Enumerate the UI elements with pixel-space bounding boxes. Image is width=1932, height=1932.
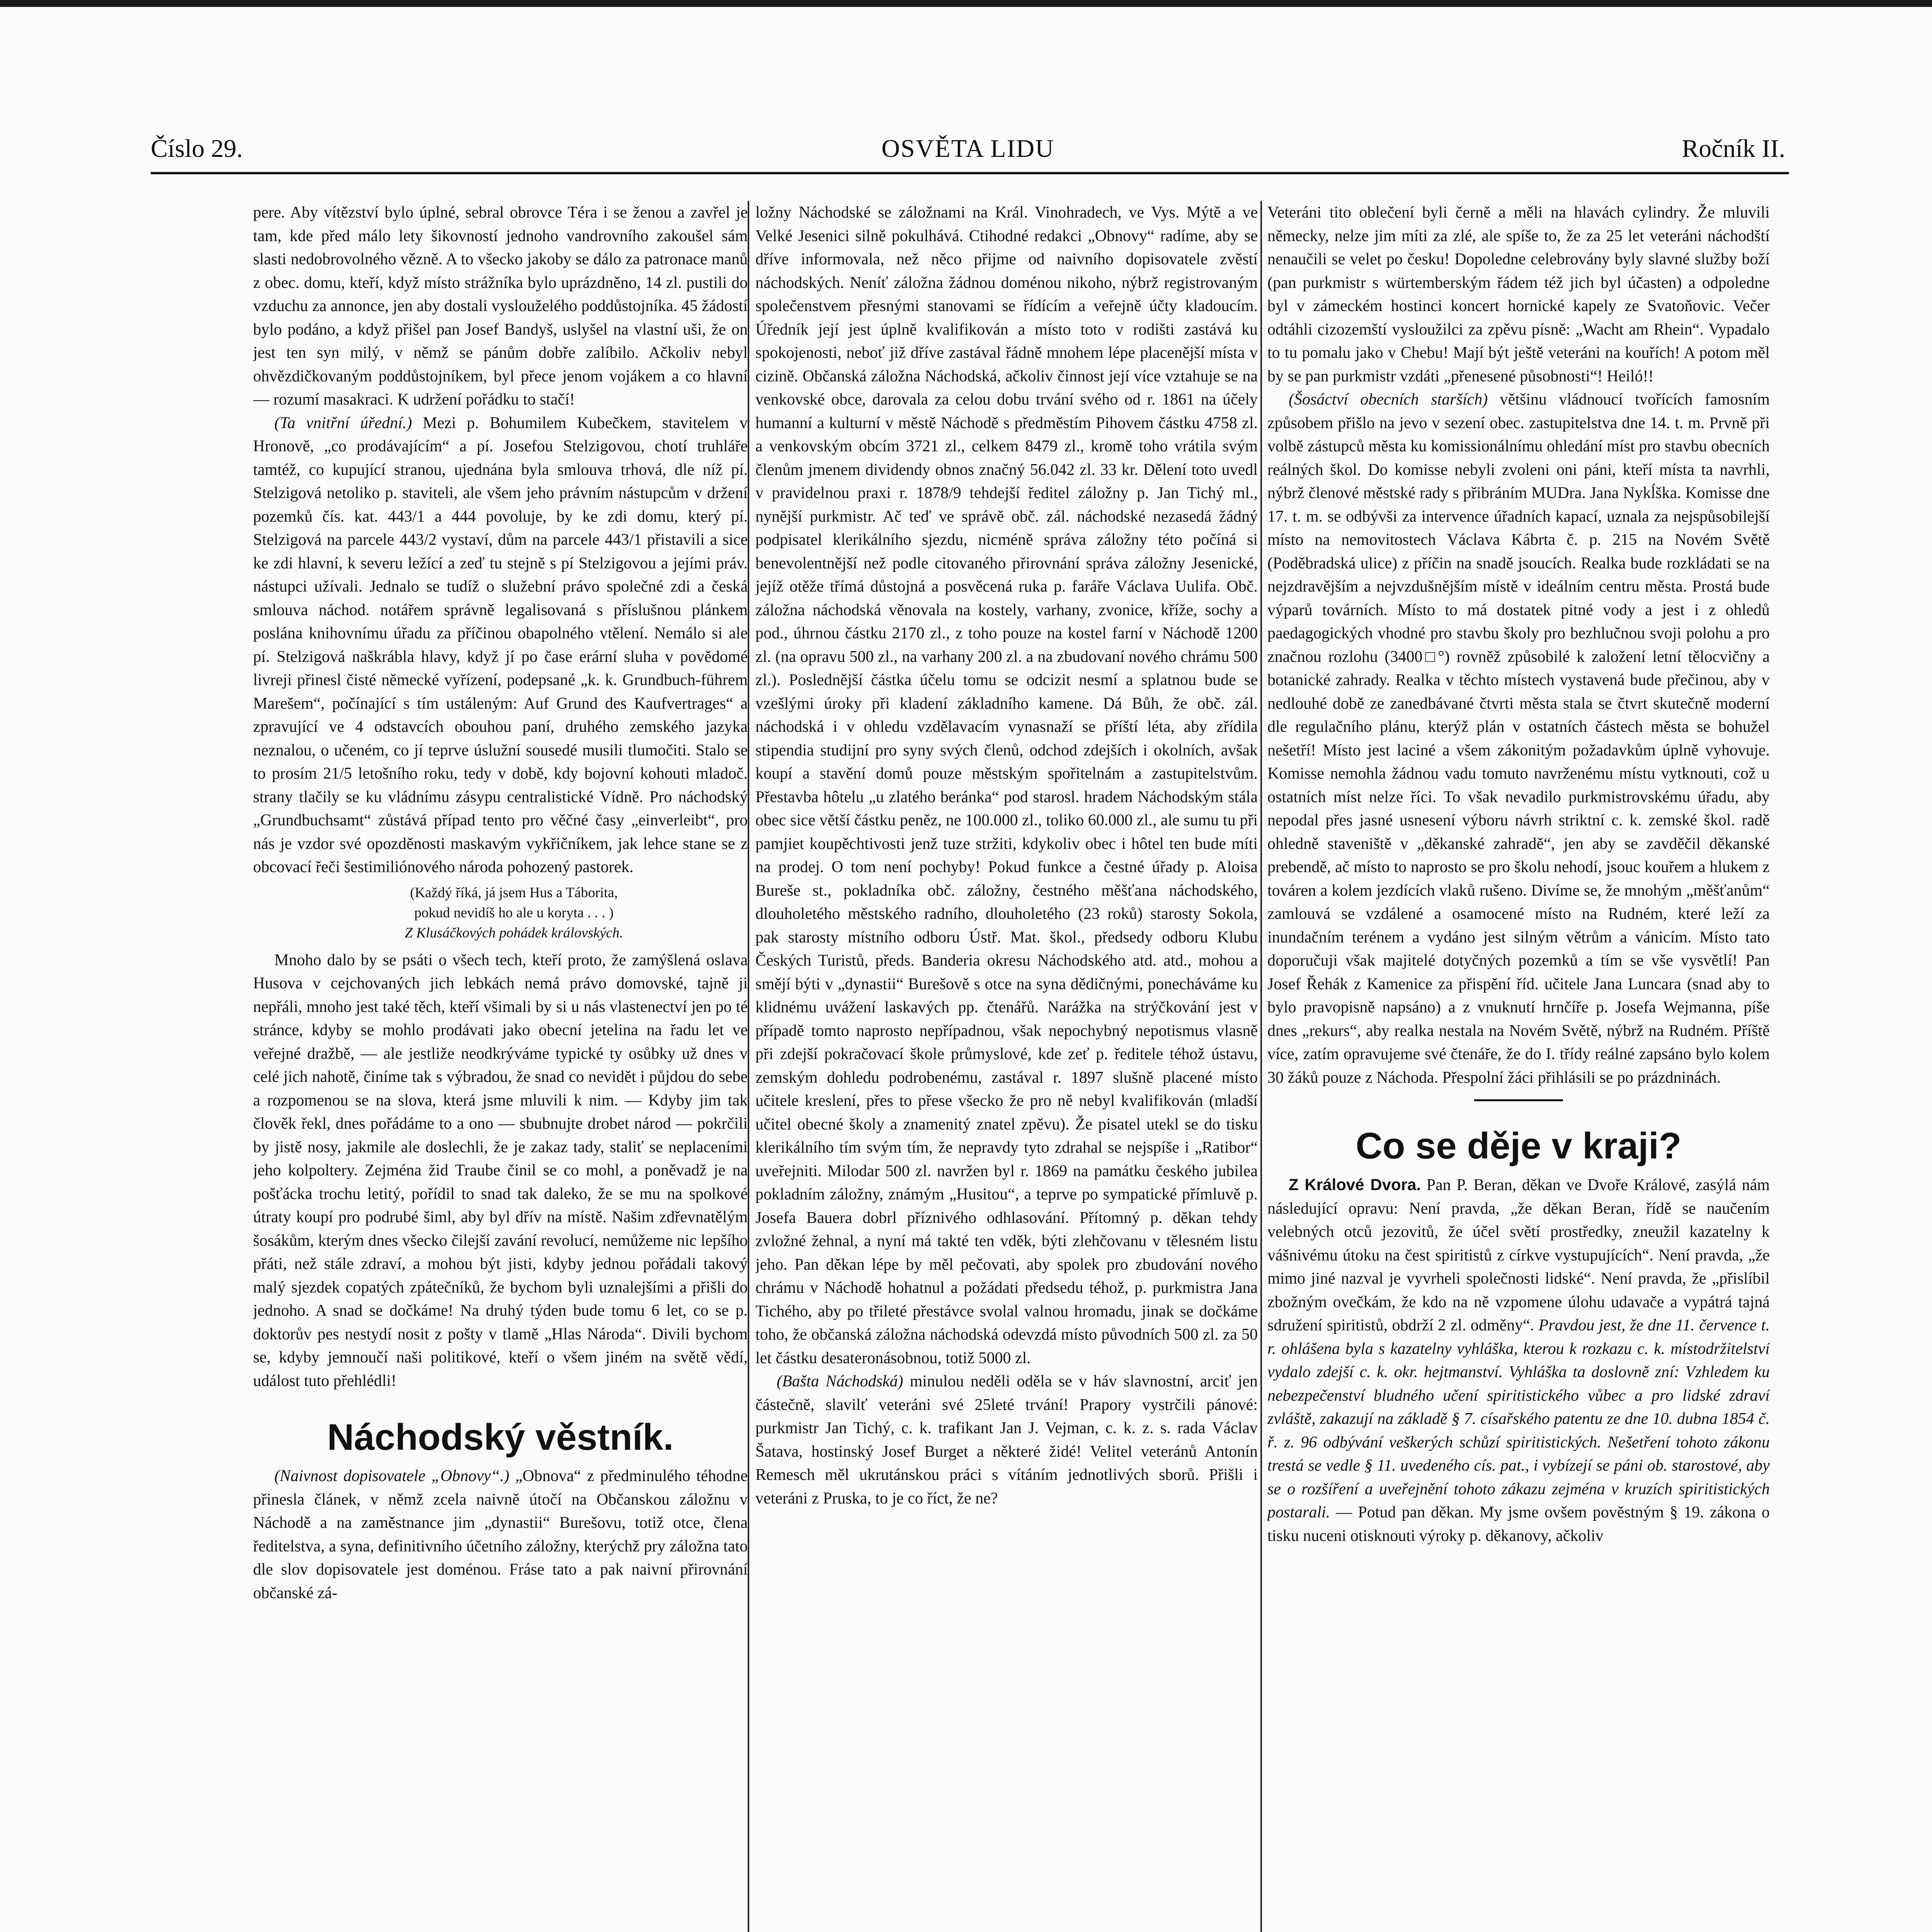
paragraph-label: (Bašta Náchodská) (777, 1372, 903, 1390)
volume-number: Ročník II. (1682, 134, 1785, 163)
paragraph (253, 1464, 748, 1605)
paragraph-label: (Šosáctví obecních starších) (1289, 391, 1488, 408)
paragraph: Veteráni tito oblečení byli černě a měli na hlavách cylindry. Že mluvili německy, nelze jim míti za zlé, ale spíše to, že za 25 let veteráni náchodští nenaučili se velet po česku! Dopoledne celebrovány byly slavné služby boží (pan purkmistr s würtemberským řádem též jich byl účasten) a odpoledne byl v zámeckém hostinci koncert hornické kapely ze Svatoňovic. Večer odtáhli cizozemští vysloužilci za zpěvu písně: „Wacht am Rhein“. Vypadalo to tu pomalu jako v Chebu! Mají být ještě veteráni na kouřích! A potom měl by se pan purkmistr vzdáti „přenesené působnosti“! Heiló!! (1267, 204, 1770, 385)
masthead-title: OSVĚTA LIDU (881, 134, 1054, 163)
paragraph-text: minulou neděli oděla se v háv slavnostní, arciť jen částečně, slavilť veteráni své 25leté trvání! Prapory vystrčili pánové: purkmistr Jan Tichý, c. k. trafikant Jan J. Vejman, c. k. z. s. rada Václav Šatava, hostinský Josef Burget a některé židé! Velitel veteránů Antonín Remesch měl ukrutánskou práci s vítáním jednotlivých sborů. Přišli i veteráni z Pruska, to je co říct, že ne? (755, 1372, 1258, 1507)
paragraph-quote: Pravdou jest, že dne 11. července t. r. ohlášena byla s kazatelny vyhláška, kterou k rozkazu c. k. místodržitelství vydalo zdejší c. k. okr. hejtmanství. Vyhláška ta doslovně zní: Vzhledem ku nebezpečenství bludného učení spiritistického vůbec a pro lidské zdraví zvláště, zakazují na základě § 7. císařského patentu ze dne 10. dubna 1854 č. ř. z. 96 odbývání veškerých schůzí spiritistických. Nešetření tohoto zákonu trestá se vedle § 11. uvedeného cís. pat., i vybízejí se páni ob. starostové, aby se o rozšíření a uveřejnění tohoto zákazu zejména v kruzích spiritistických postarali. (1267, 1316, 1770, 1521)
column-3 (1267, 201, 1770, 1932)
header-rule (151, 172, 1789, 174)
paragraph-text: Mezi p. Bohumilem Kubečkem, stavitelem v Hronově, „co prodávajícím“ a pí. Josefou Stelzigovou, chotí truhláře tamtéž, co kupující stranou, ujednána byla smlouva trhová, dle níž pí. Stelzigová netoliko p. staviteli, ale všem jeho právním nástupcům v držení pozemků čís. kat. 443/1 a 444 povoluje, by ke zdi domu, který pí. Stelzigová na parcele 443/2 vystaví, dům na parcele 443/1 přistavili a sice ke zdi hlavní, k severu ležící a zeď tu stejně s pí Stelzigovou a jejími práv. nástupci užívali. Jednalo se tudíž o služební právo společné zdi a česká smlouva náchod. notářem správně legalisovaná s příslušnou plánkem poslána knihovnímu úřadu za příčinou obapolného vtělení. Nemálo si ale pí. Stelzigová naškrábla hlavy, když jí po čase erární sluha v povědomé livreji přinesl čisté německé vyřízení, podepsané „k. k. Grundbuch-führem Marešem“, počínající s tím ustáleným: Auf Grund des Kaufvertrages“ a zpravující ve 4 odstavcích obouhou paní, druhého zemského jazyka neznalou, o učeném, co jí teprve úslužní sousedé musili tlumočiti. Stalo se to prosím 21/5 letošního roku, tedy v době, kdy bojovní kohouti mladoč. strany tlačily se ku vládnímu zásypu centralistické Vídně. Pro náchodský „Grundbuchsamt“ zůstává případ tento pro věčné časy „einverleibt“, pro nás je vzdor své opozděnosti maskavým vykřičníkem, jak lehce stane se z obcovací řeči šestimiliónového národa pohozený pastorek. (253, 414, 748, 876)
column-1 (253, 201, 748, 1932)
paragraph: ložny Náchodské se záložnami na Král. Vinohradech, ve Vys. Mýtě a ve Velké Jesenici silně pokulhává. Ctihodné redakci „Obnovy“ radíme, aby se dříve informovala, než něco přijme od naivního dopisovatele zvěstí náchodských. Neníť záložna žádnou doménou nikoho, nýbrž registrovaným společenstvem přesnými stanovami se řídícím a veřejně účty kladoucím. Úředník její jest úplně kvalifikován a místo toto v rodišti zastává ku spokojenosti, neboť již dříve zastával řádně mnohem lépe placenější místa v cizině. Občanská záložna Náchodská, ačkoliv činnost její více vztahuje se na venkovské obce, darovala za celou dobu trvání svého od r. 1861 na účely humanní a kulturní v městě Náchodě s předměstím Pihovem částku 4758 zl. a venkovským obcím 3721 zl., celkem 8479 zl., kromě toho vrátila svým členům jmenem dividendy obnos značný 56.042 zl. 33 kr. Dělení toto uvedl v pravidelnou praxi r. 1878/9 tehdejší ředitel záložny p. Jan Tichý ml., nynější purkmistr. Ač teď ve správě obč. zál. náchodské nezasedá žádný podpisatel klerikálního sjezdu, nicméně správa záložny této počíná si benevolentnější než podle citovaného přirovnání správa záložny Jesenické, jejíž otěže třímá důstojná a posvěcená ruka p. faráře Václava Uulifa. Obč. záložna náchodská věnovala na kostely, varhany, zvonice, kříže, sochy a pod., úhrnou částku 2170 zl., z toho pouze na kostel farní v Náchodě 1200 zl. (na opravu 500 zl., na varhany 200 zl. a na zbudovaní nového chrámu 500 zl.). Poslednější částka účelu tomu se odcizit nesmí a splatnou bude se vzešlými úroky při kladení základního kamene. Dá Bůh, že obč. zál. náchodská i v ohledu vzdělavacím vynasnaží se příští léta, aby zřídila stipendia studijní pro syny svých členů, odchod zdejších i okolních, avšak koupí a stavění domů pouze městským spořitelnám a zastupitelstvům. Přestavba hôtelu „u zlatého beránka“ pod starosl. hradem Náchodským stála obec sice větší částku peněz, ne 100.000 zl., toliko 60.000 zl., ale sumu tu při pamjiet koupěchtivosti jenž tuze stržiti, kdykoliv obec i hôtel ten bude míti na prodej. O tom není pochyby! Pokud funkce a čestné úřady p. Aloisa Bureše st., pokladníka obč. záložny, čestného měšťana náchodského, dlouholetého městského radního, dlouholetého (23 roků) starosty Sokola, pak starosty místního odboru Ústř. Mat. škol., předsedy odboru Klubu Českých Turistů, předs. Banderia okresu Náchodského atd. atd., mohou a smějí býti v „dynastii“ Burešově s otce na syna dědičnými, ponecháváme ku klidnému uvážení laskavých pp. čtenářů. Narážka na strýčkování jest v případě tomto naprosto nepřípadnou, však nepochybný nepotismus vlasně při zdejší pokračovací škole průmyslové, kde zeť p. ředitele téhož ústavu, zemským dohledu podrobenému, zastával r. 1897 slušně placené místo učitele kreslení, přes to přese všecko že pro ně nebyl kvalifikován (mladší učitel obecné školy a znamenitý znatel zpěvu). Že pisatel utekl se do tisku klerikálního tím svým tím, že nepravdy tyto zdrahal se nejspíše i „Ratibor“ uveřejniti. Milodar 500 zl. navržen byl r. 1869 na památku českého jubilea pokladním záložny, známým „Husitou“, a teprve po sympatické přímluvě p. Josefa Bauera dobrl příznivého odhlasování. Přítomný p. děkan tehdy zvložné žehnal, a nyní má takté ten vděk, býti zlehčovanu v tělesném listu jeho. Pan děkan lépe by měl pečovati, aby spolek pro zbudování nového chrámu v Náchodě hohatnul a požádati předsedu téhož, p. purkmistra Jana Tichého, aby po třileté přestávce svolal valnou hromadu, jinak se dočkáme toho, že občanská záložna náchodská odevzdá místo původních 500 zl. za 50 let částku desateronásobnou, totiž 5000 zl. (755, 204, 1258, 1367)
column-2 (755, 201, 1258, 1932)
paragraph-label: (Ta vnitřní úřední.) (274, 414, 412, 432)
paragraph-label: (Naivnost dopisovatele „Obnovy“.) (274, 1467, 510, 1485)
motto-source: Z Klusáčkových pohádek královských. (405, 925, 623, 941)
scan-border-top (0, 0, 1932, 7)
paragraph-label: Z Králové Dvora. (1289, 1175, 1421, 1194)
section-divider (1474, 1099, 1563, 1101)
paragraph-text: „Obnova“ z předminulého téhodne přinesla článek, v němž zcela naivně útočí na Občanskou záložnu v Náchodě a na zaměstnance jim „dynastii“ Burešovu, totiž otce, člena ředitelstva, a syna, definitivního účetního záložny, kterýchž pry záložna tato dle slov dopisovatele jest doménou. Fráse tato a pak naivní přirovnání občanské zá- (253, 1467, 748, 1602)
motto-line: pokud nevidíš ho ale u koryta . . . ) (414, 905, 614, 921)
paragraph-text: většinu vládnoucí tvořících famosním způsobem přišlo na jevo v sezení obec. zastupitelstva dne 14. t. m. Prvně při volbě zástupců města ku komissionálnímu ohledání míst pro stavbu obecních reálných škol. Do komisse nebyli zvoleni oni páni, kteří místa ta navrhli, nýbrž členové městské rady s přibráním MUDra. Jana Nykĺška. Komisse dne 17. t. m. se odbývši za intervence úřadních kapací, uznala za nejspůsobilejší místo na nemovitostech Václava Kábrta č. p. 215 na Novém Světě (Poděbradská ulice) z příčin na snadě jsoucích. Realka bude rozkládati se na nejzdravějším a nejvzdušnějším místě v ideálním centru města. Prostá bude výparů továrních. Místo to má dostatek pitné vody a jest i z ohledů paedagogických vhodné pro stavbu školy pro bezhlučnou svoji polohu a pro značnou rozlohu (3400□°) rovněž způsobilé k založení letní tělocvičny a botanické zahrady. Realka v těchto místech vystavená bude přečinou, aby v nedlouhé době ze zanedbávané čtvrti města stala se čtvrt skutečně moderní dle regulačního plánu, kterýž plán v ostatních částech města se bohužel nešetří! Místo jest laciné a všem zákonitým požadavkům úplně vyhovuje. Komisse nemohla žádnou vadu tomuto navrženému místu vytknouti, což u ostatních míst nelze říci. To však nevadilo purkmistrovskému úřadu, aby nepodal přes jasné usnesení výboru návrh striktní c. k. zemské škol. radě ohledně staveniště v „děkanské zahradě“, jen aby se zavděčil děkanské prebendě, ač místo to naprosto se pro školu nehodí, jsouc kouřem a hlukem z továren a kolem jezdících vlaků rušeno. Divíme se, že mnohým „měšťanům“ zamlouvá se vzdálené a osamocené místo na Rudném, které leží za inundačním terénem a vydáno jest silným větrům a vánicím. Místo tato doporučuji však majitelé dotyčných pozemků a tím se vše vysvětlí! Pan Josef Řehák z Kamenice za přispění říd. učitele Jana Luncara (snad aby to bylo pravopisně napsáno) a z vnuknutí hrnčíře p. Josefa Wejmanna, píše dnes „rekurs“, aby realka nestala na Novém Světě, nýbrž na Rudném. Příště více, zatím opravujeme své čtenáře, že do I. třídy reálné zapsáno bylo kolem 30 žáků pouze z Náchoda. Přespolní žáci přihlásili se po prázdninách. (1267, 391, 1770, 1087)
paragraph-text: Pan P. Beran, děkan ve Dvoře Králové, zasýlá nám následující opravu: Není pravda, „že děkan Beran, řídě se naučením velebných otců jezovitů, že účel světí prostředky, zneužil kazatelny k vášnivému útoku na čest spiritistů z církve vystupujících“. Není pravda, „že mimo jiné nazval je vyvrheli společnosti lidské“. Není pravda, že „přislíbil zbožným ovečkám, že kdo na ně vzpomene úlohu udavače a vypátrá tajná sdružení spiritistů, obdrží 2 zl. odměny“. (1267, 1176, 1770, 1334)
section-heading: Náchodský věstník. (327, 1417, 674, 1458)
paragraph: Mnoho dalo by se psáti o všech tech, kteří proto, že zamýšlená oslava Husova v cejchovaných jich lebkách nemá právo domovské, tajně ji nepřáli, mnoho jest také těch, kteří všimali by si u nás vlastenectví jen po té stránce, kdyby se mohlo prodávati jako obecní jetelina na řadu let ve veřejné dražbě, — ale jestliže neodkrýváme typické ty osůbky už dnes v celé jich nahotě, činíme tak s výbradou, že snad co nevidět i půjdou do sebe a rozpomenou se na slova, která jsme mluvili k nim. — Kdyby jim tak člověk řekl, dnes pořádáme to a ono — sbubnujte drobet národ — pokrčili by jistě nosy, jakmile ale doslechli, že je zakaz tady, staliť se neplaceními jeho kolpoltery. Zejména žid Traube činil se co mohl, a poněvadž je na pošťácka trochu letitý, pořídil to snad tak daleko, že se mu na spolkové útraty koupí pro podrubé šiml, aby byl dřív na místě. Našim zdřevnatělým šosákům, kterým dnes všecko čilejší zavání revolucí, nemůžeme nic lepšího přáti, než stále zdraví, a mohou být jisti, kdyby jednou pořádali takový malý sjezdek copatých zpátečníků, že bychom byli uznalejšími a přišli do jednoho. A snad se dočkáme! Na druhý týden bude tomu 6 let, co se p. doktorův pes nestydí nosit z pošty v tlamě „Hlas Národa“. Divili bychom se, kdyby jemnoučí naši politikové, kteří o všem jiném na světě vědí, událost tuto přehlédli! (253, 951, 748, 1390)
running-head (151, 128, 1785, 170)
paragraph (1267, 1173, 1770, 1548)
paragraph (253, 412, 748, 879)
paragraph (755, 1370, 1258, 1510)
column-rule-2 (1260, 201, 1262, 1932)
paragraph: pere. Aby vítězství bylo úplné, sebral obrovce Téra i se ženou a zavřel je tam, kde před málo lety šikovností jednoho vandrovního zakoušel sám slasti nedobrovolného vězně. A to všecko jakoby se dálo za patronace manů z obec. domu, kteří, když místo strážníka bylo uprázdněno, 14 zl. pustili do vzduchu za annonce, jen aby dostali vyslouželého poddůstojníka. 45 žádostí bylo podáno, a když přišel pan Josef Bandyš, uslyšel na vlastní uši, že on jest ten syn milý, v němž se pánům dobře zalíbilo. Ačkoliv nebyl ohvězdičkovaným poddůstojníkem, byl přece jenom vojákem a co hlavní — rozumí masakraci. K udržení pořádku to stačí! (253, 204, 748, 408)
motto-line: (Každý říká, já jsem Hus a Táborita, (410, 884, 618, 901)
section-heading: Co se děje v kraji? (1355, 1125, 1682, 1167)
paragraph (1267, 388, 1770, 1089)
issue-number: Číslo 29. (151, 134, 243, 163)
motto (253, 883, 748, 943)
column-rule-1 (748, 201, 749, 1932)
paragraph-text: — Potud pan děkan. My jsme ovšem pověstným § 19. zákona o tisku nuceni otisknouti výroky p. děkanovy, ačkoliv (1267, 1503, 1770, 1545)
